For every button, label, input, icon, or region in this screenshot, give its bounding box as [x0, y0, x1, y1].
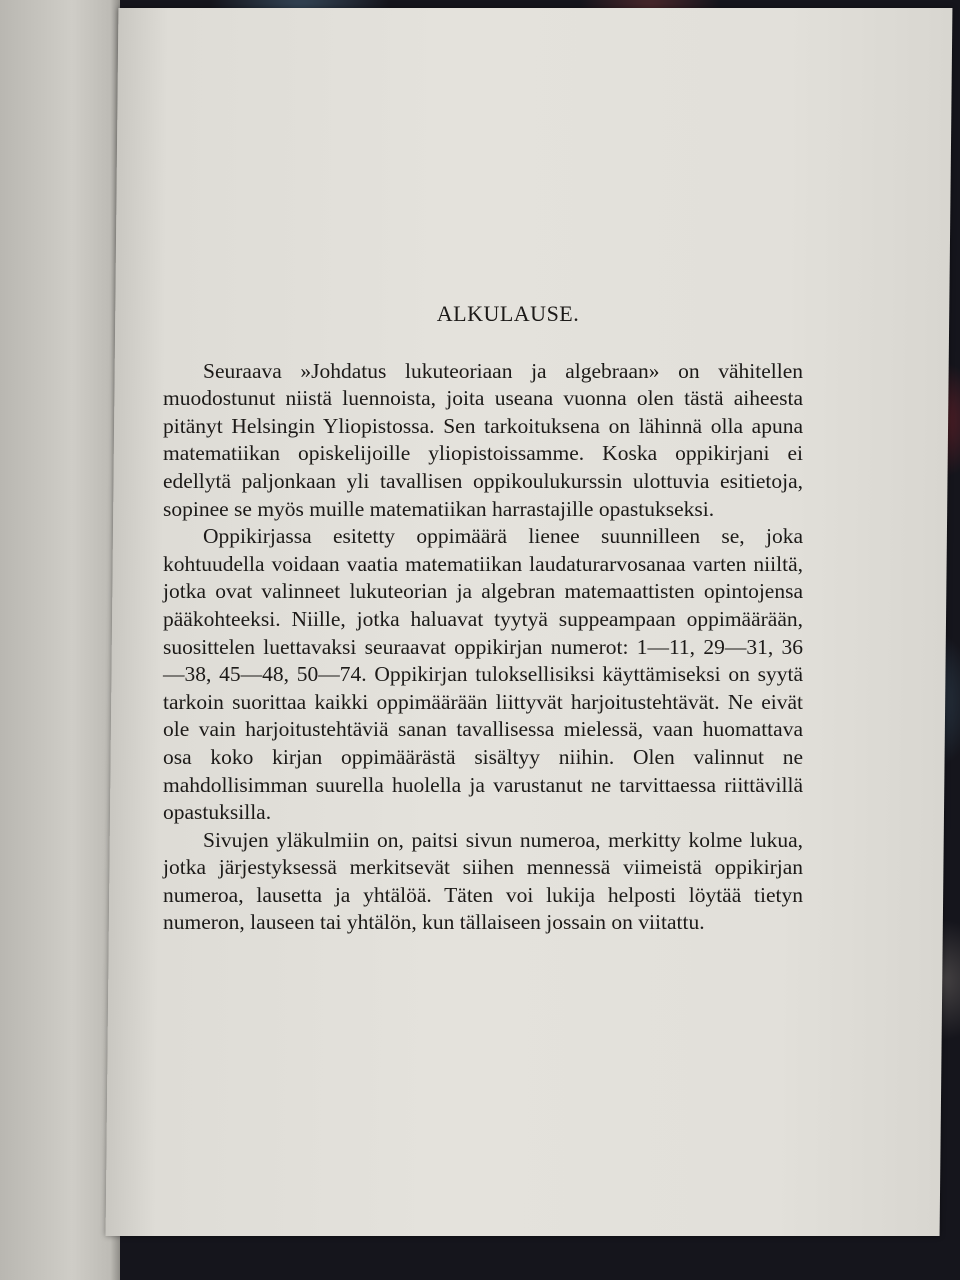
facing-page-edge	[0, 0, 120, 1280]
page-text	[163, 300, 803, 937]
paragraph-3: Sivujen yläkulmiin on, paitsi sivun numeroa, merkitty kolme lukua, jotka järjestyksessä merkitsevät siihen mennessä viimeistä oppikirjan numeroa, lausetta ja yhtälöä. Täten voi lukija helposti löytää tietyn numeron, lauseen tai yhtälön, kun tällaiseen jossain on viitattu.	[163, 827, 803, 935]
paragraph-1: Seuraava »Johdatus lukuteoriaan ja algebraan» on vähitellen muodostunut niistä luennoista, joita useana vuonna olen tästä aiheesta pitänyt Helsingin Yliopistossa. Sen tarkoituksena on lähinnä olla apuna matematiikan opiskelijoille yliopistoissamme. Koska oppikirjani ei edellytä paljonkaan yli tavallisen oppikoulukurssin ulottuvia esitietoja, sopinee se myös muille matematiikan harrastajille opastukseksi.	[163, 358, 803, 521]
page-heading: ALKULAUSE.	[436, 301, 580, 326]
paragraph-2: Oppikirjassa esitetty oppimäärä lienee suunnilleen se, joka kohtuudella voidaan vaatia matematiikan laudaturarvosanaa varten niiltä, jotka ovat valinneet lukuteorian ja algebran matemaattisten opintojensa pääkohteeksi. Niille, jotka haluavat tyytyä suppeampaan oppimäärään, suosittelen luettavaksi seuraavat oppikirjan numerot: 1—11, 29—31, 36—38, 45—48, 50—74. Oppikirjan tuloksellisiksi käyttämiseksi on syytä tarkoin suorittaa kaikki oppimäärään liittyvät harjoitustehtävät. Ne eivät ole vain harjoitustehtäviä sanan tavallisessa mielessä, vaan huomattava osa koko kirjan oppimäärästä sisältyy niihin. Olen valinnut ne mahdollisimman suurella huolella ja varustanut ne tarvittaessa riittävillä opastuksilla.	[163, 524, 803, 825]
